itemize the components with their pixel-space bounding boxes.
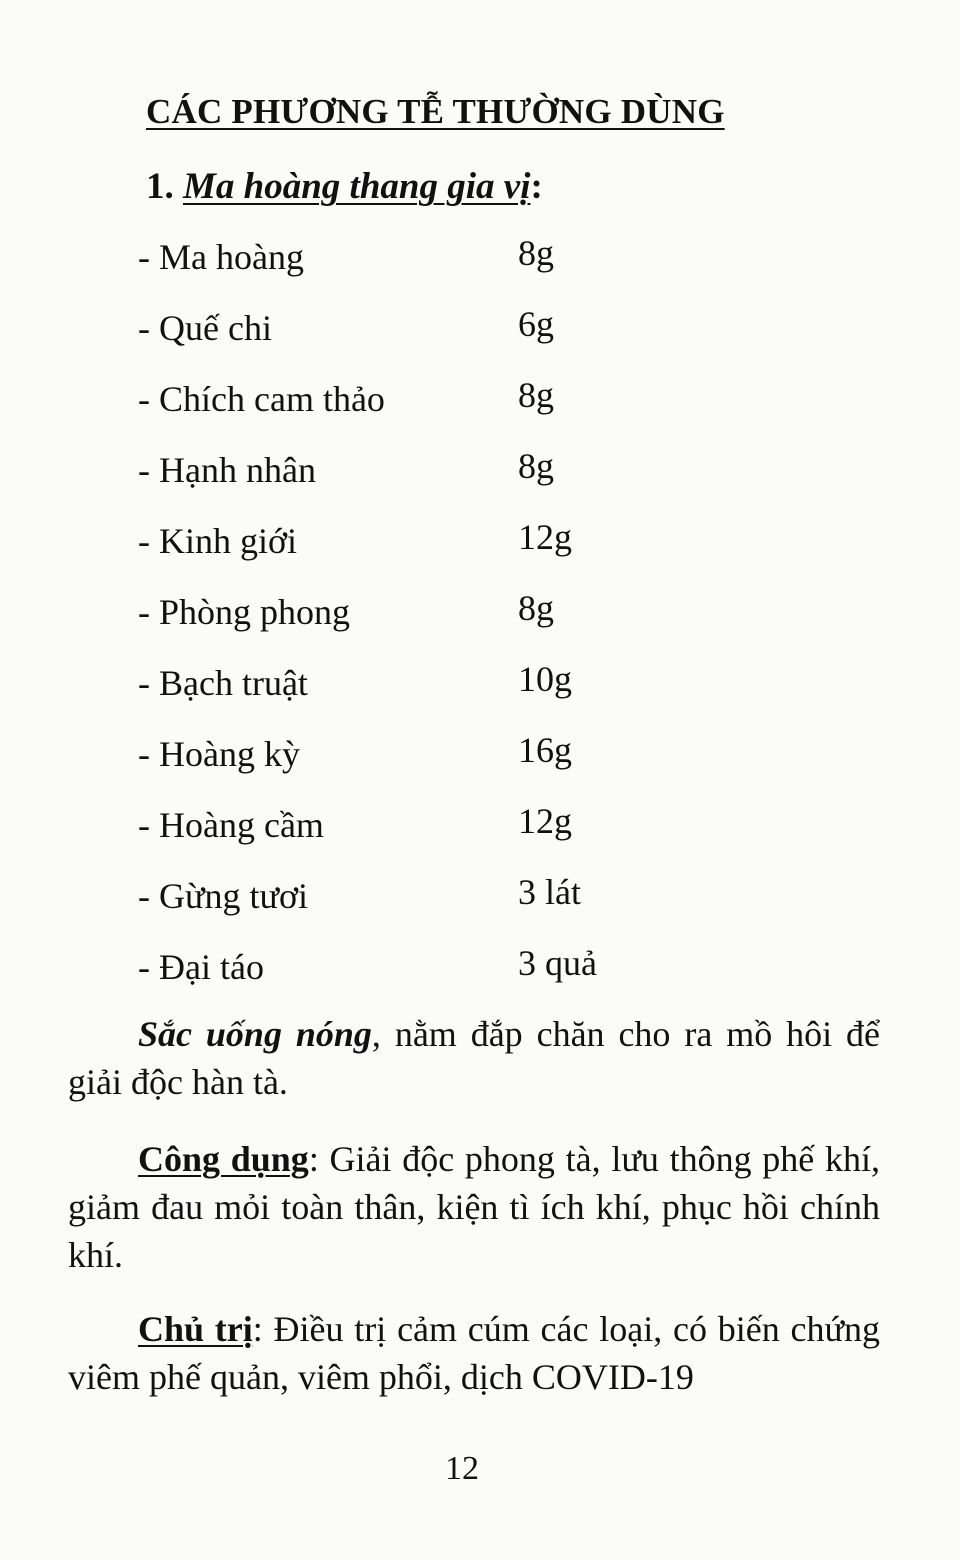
ingredient-name: - Hoàng kỳ bbox=[138, 734, 300, 774]
preparation-text: , nằm đắp chăn cho ra mồ hôi để giải độc hàn tà. bbox=[68, 1014, 880, 1102]
ingredient-row bbox=[138, 588, 698, 659]
recipe-name: Ma hoàng thang gia vị bbox=[183, 166, 531, 207]
ingredient-name: - Hoàng cầm bbox=[138, 805, 324, 845]
ingredient-name: - Kinh giới bbox=[138, 521, 298, 561]
uses-text: : Giải độc phong tà, lưu thông phế khí, giảm đau mỏi toàn thân, kiện tì ích khí, phục hồi chính khí. bbox=[68, 1139, 880, 1275]
ingredient-list bbox=[138, 233, 698, 1014]
ingredient-amount: 8g bbox=[518, 233, 554, 273]
recipe-title bbox=[146, 165, 543, 208]
ingredient-name: - Chích cam thảo bbox=[138, 379, 385, 419]
ingredient-name: - Bạch truật bbox=[138, 663, 308, 703]
ingredient-amount: 12g bbox=[518, 801, 572, 841]
ingredient-amount: 12g bbox=[518, 517, 572, 557]
indications-paragraph bbox=[68, 1305, 880, 1401]
ingredient-amount: 10g bbox=[518, 659, 572, 699]
ingredient-row bbox=[138, 801, 698, 872]
preparation-emphasis: Sắc uống nóng bbox=[138, 1014, 372, 1054]
ingredient-amount: 3 lát bbox=[518, 872, 581, 912]
section-title: CÁC PHƯƠNG TỄ THƯỜNG DÙNG bbox=[146, 92, 725, 131]
indications-text: : Điều trị cảm cúm các loại, có biến chứng viêm phế quản, viêm phổi, dịch COVID-19 bbox=[68, 1309, 880, 1397]
ingredient-row bbox=[138, 375, 698, 446]
indications-label: Chủ trị bbox=[138, 1309, 253, 1349]
ingredient-name: - Hạnh nhân bbox=[138, 450, 316, 490]
ingredient-name: - Đại táo bbox=[138, 947, 264, 987]
ingredient-row bbox=[138, 659, 698, 730]
ingredient-row bbox=[138, 446, 698, 517]
ingredient-name: - Quế chi bbox=[138, 308, 272, 348]
uses-label: Công dụng bbox=[138, 1139, 309, 1179]
ingredient-amount: 8g bbox=[518, 588, 554, 628]
preparation-paragraph bbox=[68, 1010, 880, 1106]
ingredient-row bbox=[138, 872, 698, 943]
ingredient-row bbox=[138, 233, 698, 304]
ingredient-amount: 8g bbox=[518, 375, 554, 415]
ingredient-name: - Ma hoàng bbox=[138, 237, 304, 277]
ingredient-amount: 3 quả bbox=[518, 943, 597, 983]
ingredient-name: - Gừng tươi bbox=[138, 876, 309, 916]
ingredient-amount: 8g bbox=[518, 446, 554, 486]
ingredient-row bbox=[138, 517, 698, 588]
ingredient-name: - Phòng phong bbox=[138, 592, 351, 632]
ingredient-row bbox=[138, 943, 698, 1014]
ingredient-row bbox=[138, 304, 698, 375]
recipe-number: 1. bbox=[146, 166, 174, 207]
ingredient-amount: 6g bbox=[518, 304, 554, 344]
recipe-colon: : bbox=[530, 166, 543, 207]
uses-paragraph bbox=[68, 1135, 880, 1279]
ingredient-row bbox=[138, 730, 698, 801]
page-number: 12 bbox=[445, 1450, 479, 1487]
ingredient-amount: 16g bbox=[518, 730, 572, 770]
